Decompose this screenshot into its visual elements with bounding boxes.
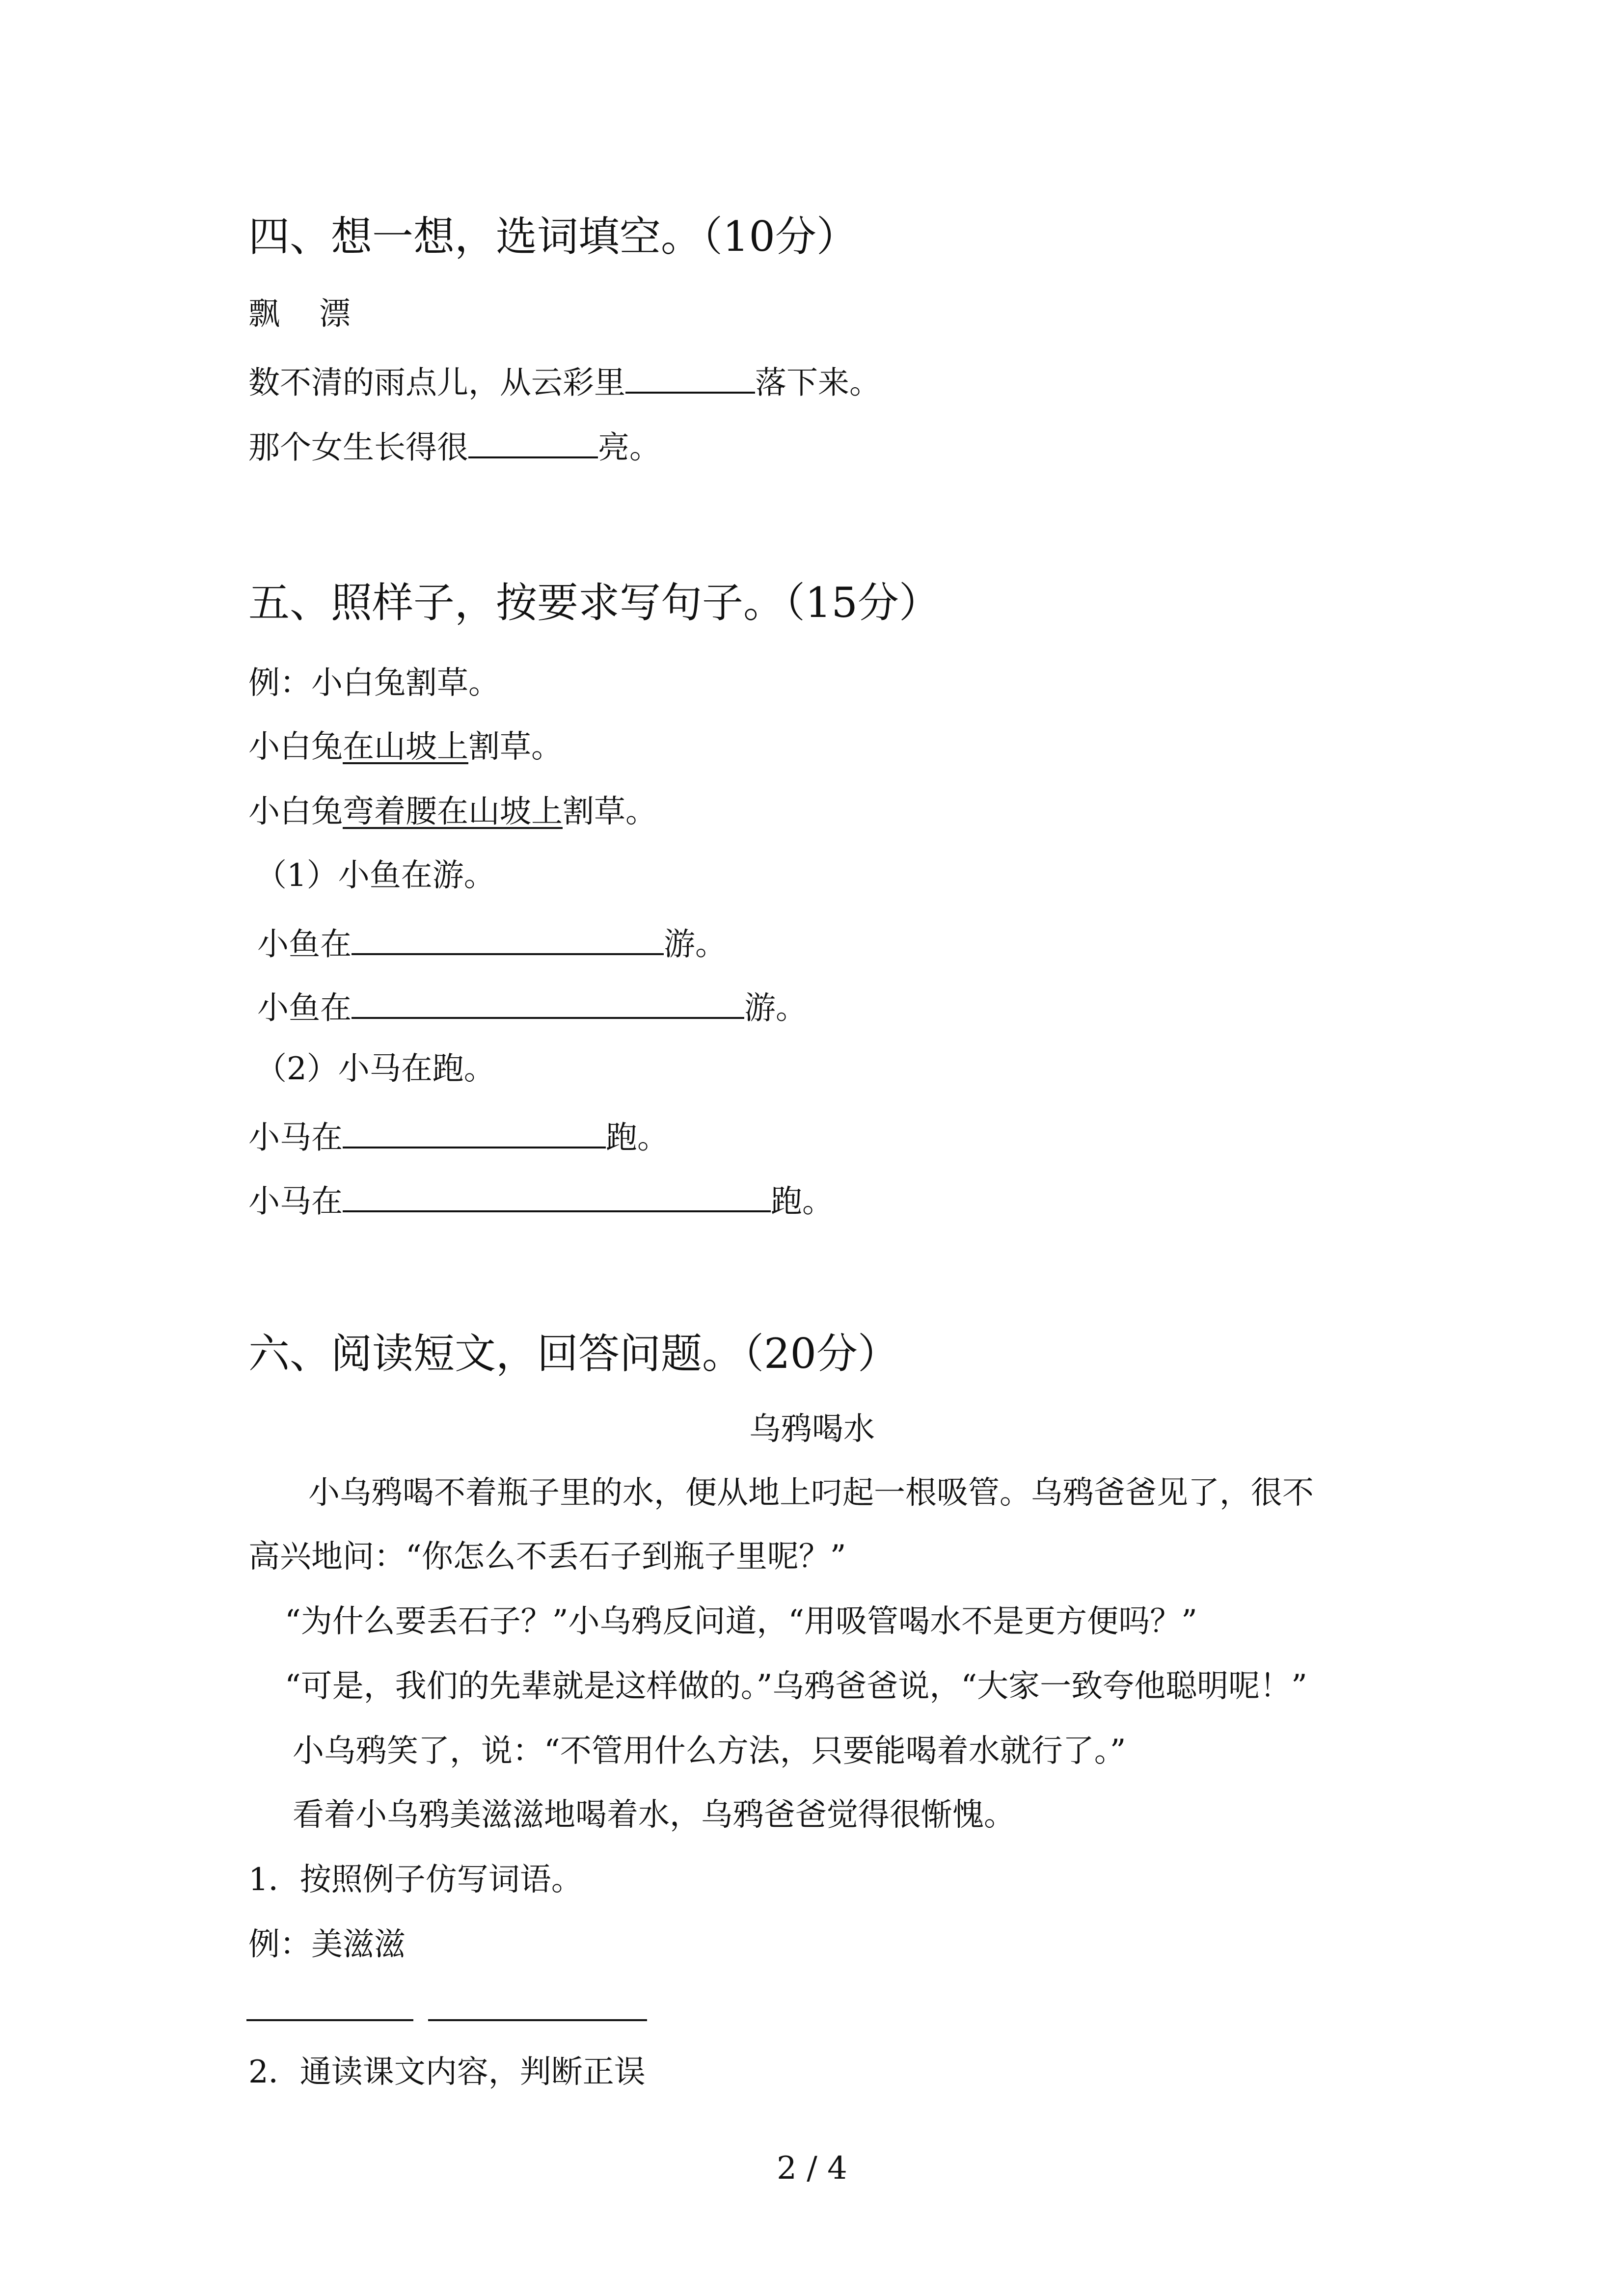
fill-blank[interactable] [352,925,664,955]
answer-blank-1[interactable] [246,2019,413,2021]
s5-question-2: （2）小马在跑。 [255,1051,495,1087]
story-paragraph-1a: 小乌鸦喝不着瓶子里的水，便从地上叼起一根吸管。乌鸦爸爸见了，很不 [308,1475,1314,1511]
page-number: 2 / 4 [777,2150,847,2187]
s5-example-2: 小白兔在山坡上割草。 [248,729,563,765]
word-option-2: 漂 [319,296,351,332]
story-paragraph-5: 看着小乌鸦美滋滋地喝着水，乌鸦爸爸觉得很惭愧。 [293,1797,1015,1833]
s5-q2-line-a: 小马在 跑。 [248,1118,669,1154]
s6-question-2: 2．通读课文内容，判断正误 [248,2054,646,2090]
s6-question-1: 1．按照例子仿写词语。 [248,1862,583,1898]
underlined-phrase: 弯着腰在山坡上 [343,794,563,830]
underlined-phrase: 在山坡上 [343,729,468,765]
story-paragraph-3: “可是，我们的先辈就是这样做的。”乌鸦爸爸说，“大家一致夸他聪明呢！” [285,1668,1307,1705]
s5-q1-line-a: 小鱼在 游。 [257,925,727,961]
story-paragraph-1b: 高兴地问：“你怎么不丢石子到瓶子里呢？” [248,1539,846,1575]
s4-question-2: 那个女生长得很 亮。 [248,428,661,464]
s5-q1-line-b: 小鱼在 游。 [257,988,807,1024]
fill-blank[interactable] [352,988,744,1019]
fill-blank[interactable] [343,1118,606,1148]
section4-title: 四、想一想，选词填空。（10分） [248,213,858,261]
s5-example: 例：小白兔割草。 [248,665,500,701]
fill-blank[interactable] [468,428,598,458]
answer-blank-2[interactable] [428,2019,647,2021]
s6-q1-example: 例：美滋滋 [248,1926,406,1963]
s5-example-3: 小白兔弯着腰在山坡上割草。 [248,794,657,830]
word-option-1: 飘 [248,296,280,332]
story-paragraph-4: 小乌鸦笑了，说：“不管用什么方法，只要能喝着水就行了。” [293,1733,1126,1769]
story-paragraph-2: “为什么要丢石子？”小乌鸦反问道，“用吸管喝水不是更方便吗？” [285,1603,1197,1640]
s4-question-1: 数不清的雨点儿，从云彩里 落下来。 [248,363,881,399]
story-title: 乌鸦喝水 [749,1411,875,1447]
s5-q2-line-b: 小马在 跑。 [248,1182,834,1218]
fill-blank[interactable] [343,1182,771,1212]
word-options [248,298,351,330]
fill-blank[interactable] [625,363,755,394]
s5-question-1: （1）小鱼在游。 [255,857,495,894]
section5-title: 五、照样子，按要求写句子。（15分） [248,579,940,627]
section6-title: 六、阅读短文，回答问题。（20分） [248,1330,899,1378]
